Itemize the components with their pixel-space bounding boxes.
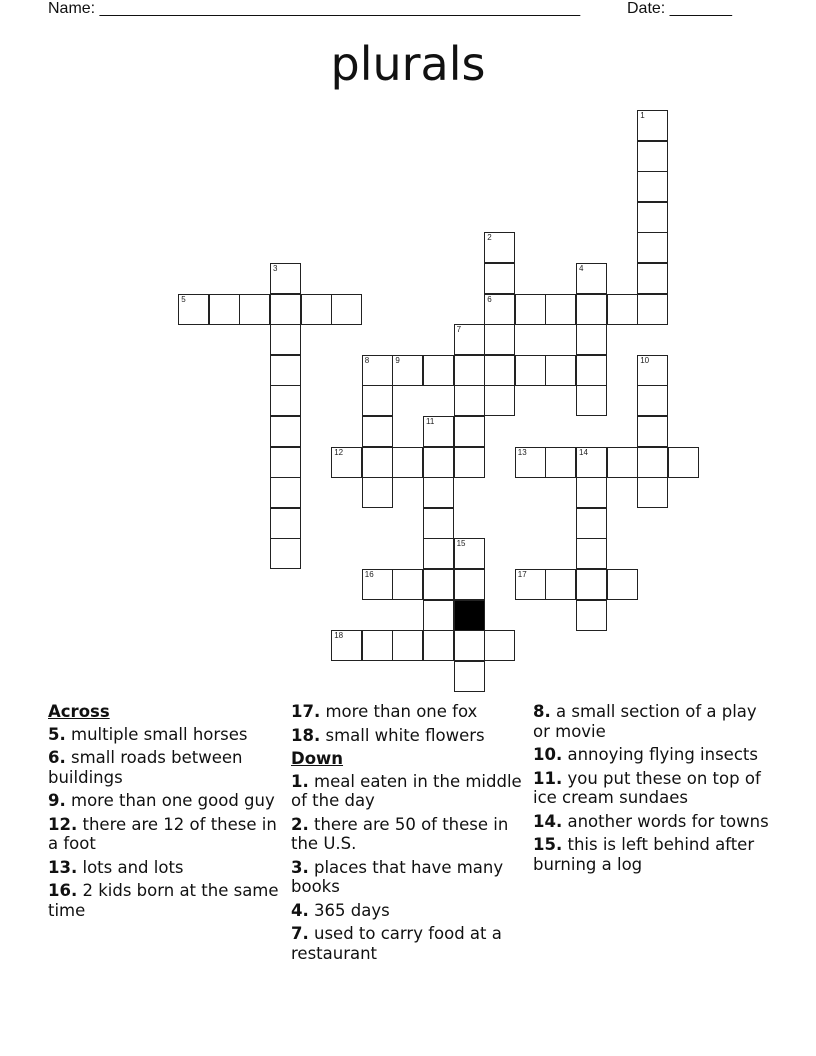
grid-cell[interactable] (607, 294, 638, 325)
grid-cell[interactable] (607, 447, 638, 478)
clue-number: 17 (517, 570, 527, 579)
grid-cell[interactable] (515, 569, 546, 600)
clue-num: 16. (48, 881, 78, 900)
clue-number: 15 (456, 539, 466, 549)
grid-cell[interactable] (576, 355, 607, 386)
clue-num: 13. (48, 857, 78, 877)
clue-number: 11 (426, 417, 435, 426)
grid-block (454, 600, 485, 631)
clue (533, 702, 773, 741)
clue-text: a small section of a play or movie (533, 702, 757, 741)
clue-text: more than one fox (325, 702, 478, 721)
clue-num: 9. (48, 791, 66, 810)
clue-num: 3. (291, 857, 309, 877)
clue-num: 1. (291, 771, 309, 791)
grid-cell[interactable] (637, 355, 668, 386)
down-clue-list-cont (533, 702, 773, 874)
grid-cell[interactable] (423, 447, 454, 478)
clue-text: lots and lots (82, 857, 184, 877)
clue-text: more than one good guy (71, 791, 275, 810)
grid-cell[interactable] (423, 538, 454, 569)
grid-cell[interactable] (270, 294, 301, 325)
grid-cell[interactable] (423, 600, 454, 631)
clue (291, 772, 523, 811)
grid-cell[interactable] (576, 385, 607, 416)
grid-cell[interactable] (362, 630, 393, 661)
clue-num: 7. (291, 924, 309, 943)
across-clue-list (48, 725, 280, 921)
grid-cell[interactable] (576, 600, 607, 631)
clue-number: 16 (364, 570, 374, 579)
clue-number: 2 (487, 233, 492, 243)
clue-number: 3 (273, 264, 278, 273)
clue-text: meal eaten in the middle of the day (291, 771, 522, 810)
page-title: plurals (330, 37, 486, 91)
grid-cell[interactable] (484, 630, 515, 661)
grid-cell[interactable] (454, 355, 485, 386)
clue-num: 4. (291, 900, 309, 920)
grid-cell[interactable] (637, 477, 668, 508)
grid-cell[interactable] (392, 447, 423, 478)
clue-num: 6. (48, 748, 66, 767)
clue (533, 745, 773, 765)
clue-text: annoying flying insects (567, 745, 758, 764)
clue (533, 835, 773, 874)
clue-text: you put these on top of ice cream sundaes (533, 768, 761, 807)
grid-cell[interactable] (637, 232, 668, 263)
grid-cell[interactable] (484, 385, 515, 416)
clue-num: 17. (291, 702, 321, 721)
clue (291, 901, 523, 921)
clue (48, 748, 280, 787)
clue-num: 11. (533, 768, 563, 788)
clue-num: 14. (533, 811, 563, 831)
clue-text: 2 kids born at the same time (48, 881, 279, 920)
clue-number: 9 (395, 355, 400, 365)
clue-text: there are 50 of these in the U.S. (291, 814, 509, 853)
grid-cell[interactable] (392, 569, 423, 600)
date-field-label[interactable]: Date: _______ (627, 0, 732, 17)
grid-cell[interactable] (331, 447, 362, 478)
grid-cell[interactable] (454, 416, 485, 447)
grid-cell[interactable] (270, 508, 301, 539)
clue-number: 18 (334, 631, 344, 641)
grid-cell[interactable] (270, 385, 301, 416)
grid-cell[interactable] (392, 355, 423, 386)
clue-number: 1 (640, 111, 645, 120)
down-clue-list (291, 772, 523, 964)
grid-cell[interactable] (637, 171, 668, 202)
clue-number: 10 (640, 355, 650, 365)
clue (48, 858, 280, 878)
grid-cell[interactable] (484, 294, 515, 325)
clue-text: small roads between buildings (48, 748, 243, 787)
grid-cell[interactable] (576, 447, 607, 478)
clue (291, 726, 523, 746)
grid-cell[interactable] (362, 416, 393, 447)
grid-cell[interactable] (239, 294, 270, 325)
grid-cell[interactable] (270, 324, 301, 355)
grid-cell[interactable] (270, 538, 301, 569)
clue-num: 12. (48, 814, 78, 834)
clue-text: multiple small horses (71, 724, 248, 744)
grid-cell[interactable] (484, 324, 515, 355)
clue (48, 881, 280, 920)
grid-cell[interactable] (576, 508, 607, 539)
grid-cell[interactable] (637, 110, 668, 141)
grid-cell[interactable] (454, 385, 485, 416)
grid-cell[interactable] (270, 477, 301, 508)
clue-text: places that have many books (291, 857, 504, 896)
name-field-label[interactable]: Name: ______________________________________________________ (48, 0, 581, 17)
clue (291, 858, 523, 897)
clue-text: another words for towns (567, 811, 769, 831)
grid-cell[interactable] (362, 355, 393, 386)
grid-cell[interactable] (178, 294, 209, 325)
grid-cell[interactable] (637, 202, 668, 233)
grid-cell[interactable] (423, 416, 454, 447)
grid-cell[interactable] (637, 385, 668, 416)
clue (48, 815, 280, 854)
clue-number: 4 (579, 264, 584, 273)
clue-text: used to carry food at a restaurant (291, 924, 502, 963)
grid-cell[interactable] (454, 324, 485, 355)
grid-cell[interactable] (392, 630, 423, 661)
grid-cell[interactable] (576, 263, 607, 294)
grid-cell[interactable] (576, 294, 607, 325)
clue-number: 8 (364, 355, 370, 365)
clue-text: 365 days (314, 900, 390, 920)
clue (291, 815, 523, 854)
grid-cell[interactable] (423, 569, 454, 600)
grid-cell[interactable] (576, 324, 607, 355)
clue-text: this is left behind after burning a log (533, 835, 755, 874)
clue-num: 2. (291, 814, 309, 834)
grid-cell[interactable] (484, 263, 515, 294)
grid-cell[interactable] (423, 508, 454, 539)
grid-cell[interactable] (576, 569, 607, 600)
grid-cell[interactable] (515, 294, 546, 325)
clue (533, 812, 773, 832)
clue-num: 15. (533, 835, 563, 854)
grid-cell[interactable] (576, 477, 607, 508)
clue (48, 725, 280, 745)
grid-cell[interactable] (454, 538, 485, 569)
grid-cell[interactable] (545, 294, 576, 325)
down-heading: Down (291, 749, 344, 768)
grid-cell[interactable] (362, 447, 393, 478)
grid-cell[interactable] (484, 232, 515, 263)
grid-cell[interactable] (331, 630, 362, 661)
clue-number: 5 (181, 294, 186, 304)
across-heading: Across (48, 702, 110, 721)
clue (48, 791, 280, 811)
grid-cell[interactable] (454, 569, 485, 600)
grid-cell[interactable] (362, 385, 393, 416)
grid-cell[interactable] (270, 447, 301, 478)
header-row (0, 0, 816, 20)
grid-cell[interactable] (454, 447, 485, 478)
clue-text: there are 12 of these in a foot (48, 814, 277, 853)
clue-num: 18. (291, 725, 321, 745)
grid-cell[interactable] (270, 263, 301, 294)
clue-text: small white flowers (325, 725, 485, 745)
clue (291, 924, 523, 963)
grid-cell[interactable] (637, 294, 668, 325)
clue-number: 6 (487, 294, 492, 304)
grid-cell[interactable] (423, 477, 454, 508)
clues-column-1 (48, 702, 280, 924)
clue (291, 702, 523, 722)
grid-cell[interactable] (331, 294, 362, 325)
grid-cell[interactable] (515, 447, 546, 478)
grid-cell[interactable] (301, 294, 332, 325)
grid-cell[interactable] (484, 355, 515, 386)
grid-cell[interactable] (637, 141, 668, 172)
grid-cell[interactable] (423, 355, 454, 386)
grid-cell[interactable] (637, 263, 668, 294)
clue-number: 13 (517, 447, 527, 457)
clues-column-2 (291, 702, 523, 967)
grid-cell[interactable] (545, 569, 576, 600)
clue-num: 5. (48, 724, 66, 744)
clue-num: 10. (533, 745, 563, 764)
grid-cell[interactable] (454, 661, 485, 692)
grid-cell[interactable] (545, 447, 576, 478)
grid-cell[interactable] (668, 447, 699, 478)
clue (533, 769, 773, 808)
grid-cell[interactable] (362, 569, 393, 600)
clue-number: 14 (579, 447, 588, 457)
grid-cell[interactable] (607, 569, 638, 600)
clue-number: 7 (456, 325, 462, 335)
grid-cell[interactable] (209, 294, 240, 325)
grid-cell[interactable] (270, 416, 301, 447)
grid-cell[interactable] (362, 477, 393, 508)
grid-cell[interactable] (270, 355, 301, 386)
grid-cell[interactable] (454, 630, 485, 661)
grid-cell[interactable] (515, 355, 546, 386)
grid-cell[interactable] (637, 447, 668, 478)
clue-num: 8. (533, 702, 551, 721)
clues-column-3 (533, 702, 773, 878)
grid-cell[interactable] (423, 630, 454, 661)
grid-cell[interactable] (545, 355, 576, 386)
clue-number: 12 (334, 447, 344, 457)
across-clue-list-cont (291, 702, 523, 745)
grid-cell[interactable] (576, 538, 607, 569)
grid-cell[interactable] (637, 416, 668, 447)
